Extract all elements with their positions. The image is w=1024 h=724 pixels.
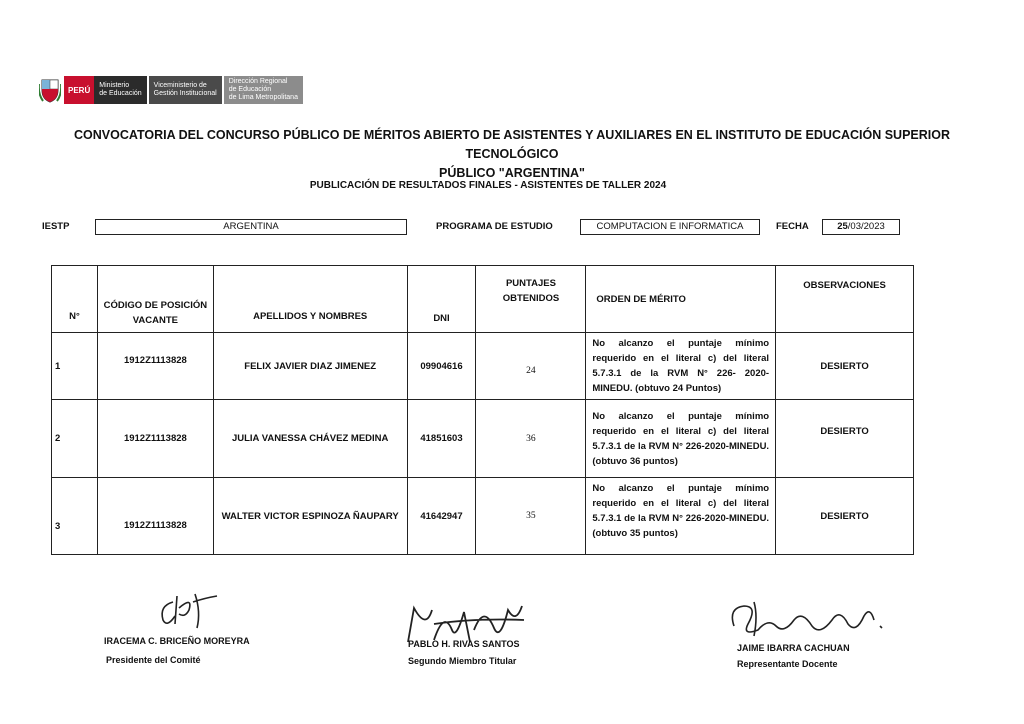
header-observaciones: OBSERVACIONES (776, 266, 914, 333)
row-number: 1 (52, 333, 98, 400)
signature-mark (724, 596, 894, 646)
row-codigo: 1912Z1113828 (97, 478, 213, 555)
row-puntaje: 35 (476, 478, 586, 555)
viceministerio-label: Viceministerio de Gestión Institucional (149, 76, 222, 104)
header-n: N° (52, 266, 98, 333)
signature-name: IRACEMA C. BRICEÑO MOREYRA (104, 636, 250, 646)
row-dni: 09904616 (407, 333, 476, 400)
table-row (52, 333, 914, 400)
header-dni: DNI (407, 266, 476, 333)
row-puntaje: 24 (476, 333, 586, 400)
peru-label: PERÚ (64, 76, 94, 104)
row-number: 3 (52, 478, 98, 555)
institutional-logo (39, 76, 303, 104)
row-observacion: DESIERTO (776, 400, 914, 478)
iestp-value: ARGENTINA (95, 219, 407, 235)
row-nombre: FELIX JAVIER DIAZ JIMENEZ (213, 333, 407, 400)
row-number: 2 (52, 400, 98, 478)
signature-role: Segundo Miembro Titular (408, 656, 517, 666)
header-codigo: CÓDIGO DE POSICIÓN VACANTE (97, 266, 213, 333)
row-nombre: JULIA VANESSA CHÁVEZ MEDINA (213, 400, 407, 478)
table-row (52, 478, 914, 555)
row-puntaje: 36 (476, 400, 586, 478)
row-dni: 41851603 (407, 400, 476, 478)
signature-name: PABLO H. RIVAS SANTOS (408, 639, 520, 649)
header-orden: ORDEN DE MÉRITO (586, 266, 776, 333)
iestp-label: IESTP (42, 221, 70, 232)
direccion-label: Dirección Regional de Educación de Lima Metropolitana (224, 76, 303, 104)
row-orden: No alcanzo el puntaje mínimo requerido en el literal c) del literal 5.7.3.1 de la RVM N° 226-2020-MINEDU. (obtuvo 35 puntos) (586, 478, 776, 555)
row-nombre: WALTER VICTOR ESPINOZA ÑAUPARY (213, 478, 407, 555)
programa-value: COMPUTACION E INFORMATICA (580, 219, 760, 235)
programa-label: PROGRAMA DE ESTUDIO (436, 221, 553, 232)
row-orden: No alcanzo el puntaje mínimo requerido en el literal c) del literal 5.7.3.1 de la RVM N° 226- 2020-MINEDU. (obtuvo 24 Puntos) (586, 333, 776, 400)
results-table (51, 265, 914, 555)
table-header-row (52, 266, 914, 333)
row-observacion: DESIERTO (776, 478, 914, 555)
fecha-label: FECHA (776, 221, 809, 232)
document-subtitle: PUBLICACIÓN DE RESULTADOS FINALES - ASISTENTES DE TALLER 2024 (309, 180, 667, 191)
signature-role: Presidente del Comité (106, 655, 201, 665)
document-title: CONVOCATORIA DEL CONCURSO PÚBLICO DE MÉRITOS ABIERTO DE ASISTENTES Y AUXILIARES EN EL INSTITUTO DE EDUCACIÓN SUPERIOR TECNOLÓGICO PÚBLICO "ARGENTINA" (73, 128, 951, 180)
signature-role: Representante Docente (737, 659, 838, 669)
row-codigo: 1912Z1113828 (97, 333, 213, 400)
signature-name: JAIME IBARRA CACHUAN (737, 643, 850, 653)
row-observacion: DESIERTO (776, 333, 914, 400)
peru-coat-of-arms-icon (39, 76, 61, 104)
row-dni: 41642947 (407, 478, 476, 555)
fecha-value: 25/03/2023 (822, 219, 900, 235)
header-puntajes: PUNTAJES OBTENIDOS (476, 266, 586, 333)
row-codigo: 1912Z1113828 (97, 400, 213, 478)
signature-mark (145, 588, 235, 636)
row-orden: No alcanzo el puntaje mínimo requerido en el literal c) del literal 5.7.3.1 de la RVM N° 226-2020-MINEDU. (obtuvo 36 puntos) (586, 400, 776, 478)
ministerio-label: Ministerio de Educación (94, 76, 146, 104)
table-row (52, 400, 914, 478)
header-nombres: APELLIDOS Y NOMBRES (213, 266, 407, 333)
